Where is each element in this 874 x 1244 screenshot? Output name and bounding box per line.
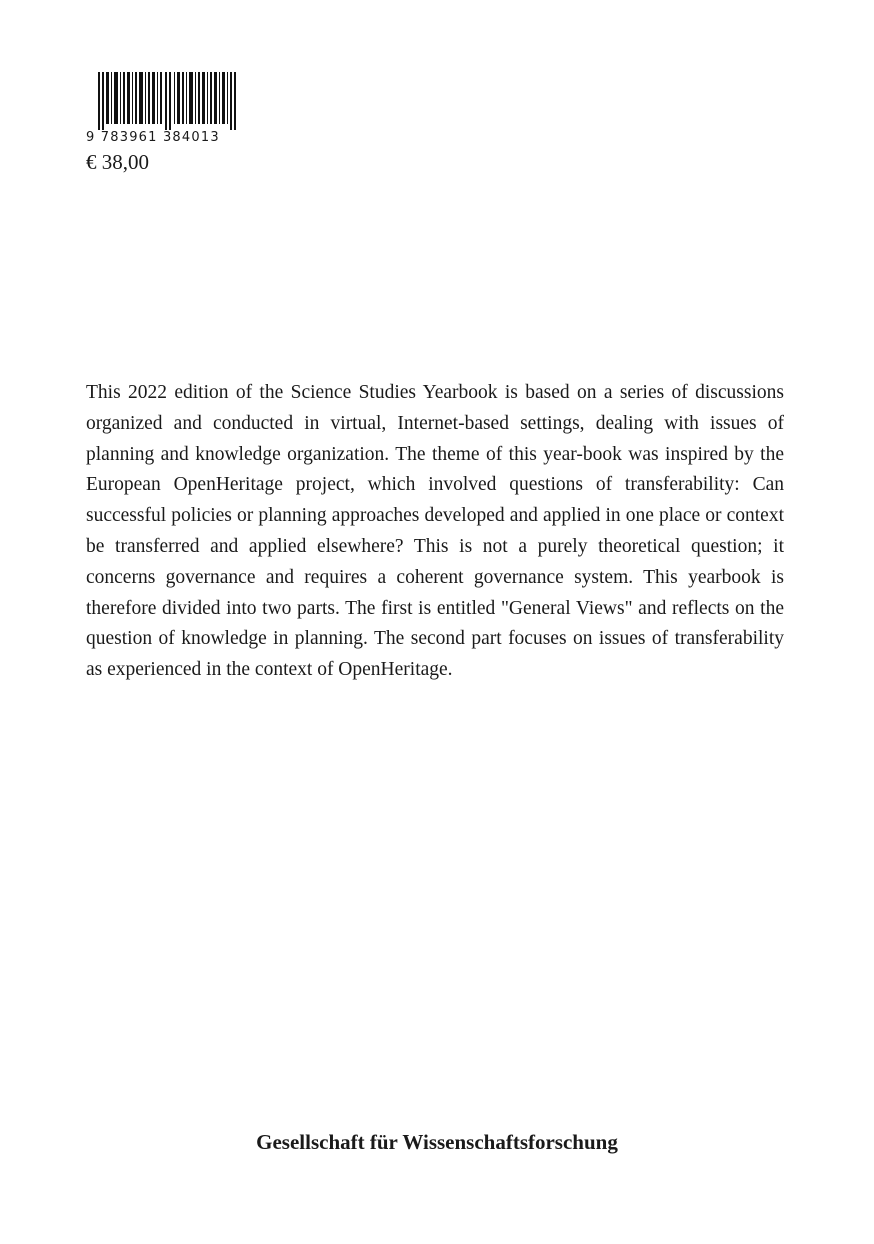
isbn-number: 9 783961 384013 <box>86 130 220 145</box>
price: € 38,00 <box>86 150 149 174</box>
book-description: This 2022 edition of the Science Studies Yearbook is based on a series of discussions organized and conducted in virtual, Internet-based settings, dealing with issues of planning and knowledge organization. The theme of this year-book was inspired by the European OpenHeritage project, which involved questions of transferability: Can successful policies or planning approaches developed and applied in one place or context be transferred and applied elsewhere? This is not a purely theoretical question; it concerns governance and requires a coherent governance system. This yearbook is therefore divided into two parts. The first is entitled "General Views" and reflects on the question of knowledge in planning. The second part focuses on issues of transferability as experienced in the context of OpenHeritage. <box>86 382 784 681</box>
publisher-name: Gesellschaft für Wissenschaftsforschung <box>256 1130 618 1154</box>
